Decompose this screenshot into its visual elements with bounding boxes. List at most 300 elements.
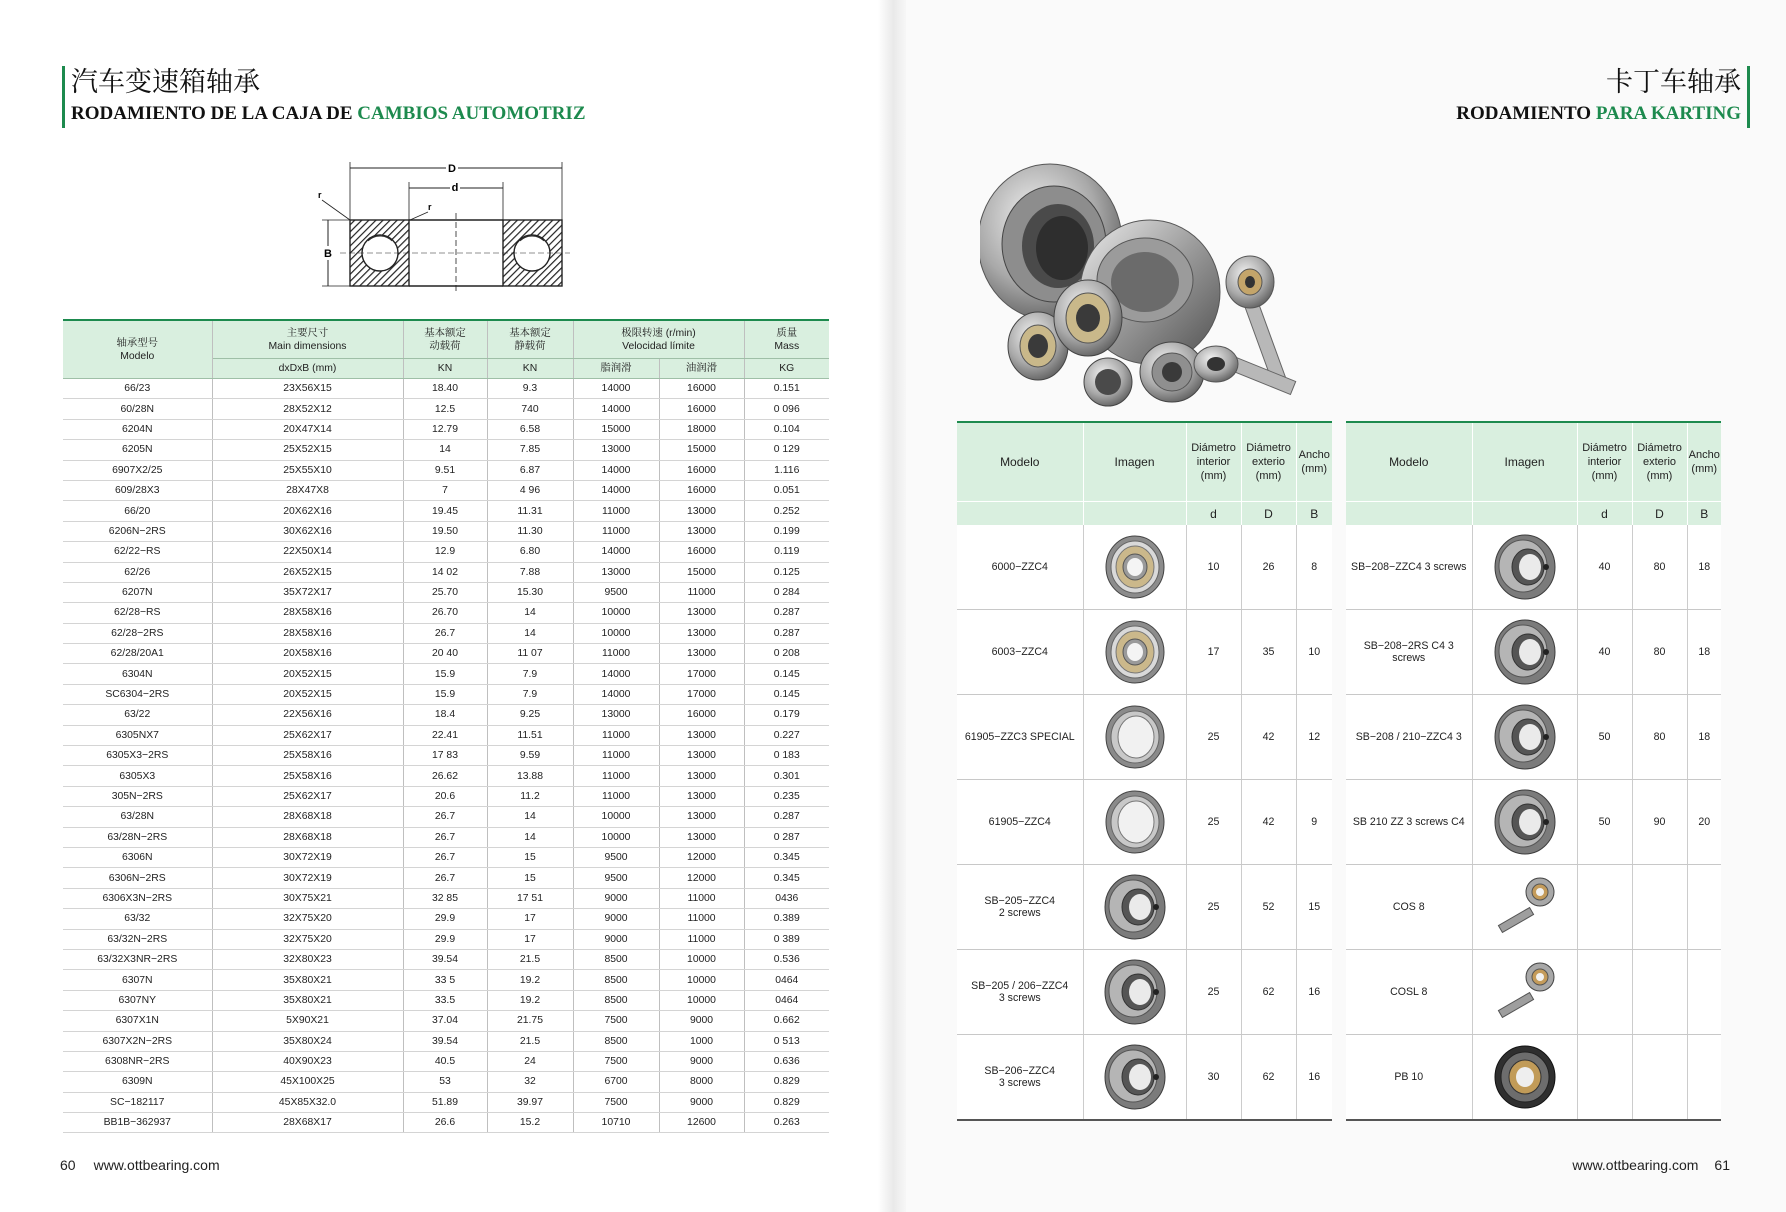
cell-speed-grease: 14000 [573,664,659,684]
col-subheader-stat-unit: KN [487,359,573,379]
cell-speed-oil: 18000 [659,419,744,439]
model-name-line2: screws [1392,652,1426,664]
cell-image [1083,780,1186,865]
model-name: COSL 8 [1390,986,1428,998]
cell-dynamic-load: 15.9 [403,664,487,684]
model-name-line2: 2 screws [998,907,1041,919]
cell-dynamic-load: 18.40 [403,379,487,399]
product-row [1346,525,1721,610]
cell-d: 10 [1186,525,1241,610]
cell-speed-oil: 11000 [659,888,744,908]
cell-model: 6204N [63,419,212,439]
cell-D: 42 [1241,780,1296,865]
model-name: 61905−ZZC3 SPECIAL [964,731,1075,743]
cell-static-load: 14 [487,827,573,847]
cell-mass: 0.662 [744,1011,829,1031]
cell-mass: 0.051 [744,480,829,500]
cell-speed-grease: 9500 [573,847,659,867]
cell-d: 17 [1186,610,1241,695]
diagram-r-label-inner: r [428,202,432,212]
cell-speed-oil: 17000 [659,684,744,704]
cell-static-load: 17 [487,929,573,949]
cell-model: BB1B−362937 [63,1113,212,1133]
cell-speed-grease: 10000 [573,623,659,643]
cell-speed-oil: 10000 [659,970,744,990]
cell-dynamic-load: 26.7 [403,847,487,867]
cell-speed-grease: 14000 [573,399,659,419]
cell-model [957,780,1083,865]
cell-dynamic-load: 12.5 [403,399,487,419]
cell-dimensions: 30X75X21 [212,888,403,908]
cell-static-load: 11.51 [487,725,573,745]
cell-speed-oil: 15000 [659,440,744,460]
cell-model: 6206N−2RS [63,521,212,541]
rod-end-image [1490,957,1560,1027]
diagram-r-label-outer: r [318,190,322,200]
cell-B [1687,950,1721,1035]
cell-B: 8 [1296,525,1332,610]
cell-mass: 0.263 [744,1113,829,1133]
cell-speed-oil: 16000 [659,399,744,419]
cell-static-load: 9.59 [487,746,573,766]
cell-dynamic-load: 19.45 [403,501,487,521]
cell-image [1083,525,1186,610]
model-name: SB−208 / 210−ZZC4 3 [1355,731,1462,743]
cell-dimensions: 26X52X15 [212,562,403,582]
cell-image [1472,695,1577,780]
cell-static-load: 13.88 [487,766,573,786]
cell-speed-grease: 14000 [573,379,659,399]
col-subheader-dims-unit: dxDxB (mm) [212,359,403,379]
model-name: SB 210 ZZ 3 screws C4 [1352,816,1465,828]
cell-speed-grease: 9000 [573,909,659,929]
cell-dynamic-load: 33.5 [403,990,487,1010]
cell-speed-oil: 12000 [659,868,744,888]
shielded-ball-bearing-image [1100,532,1170,602]
spherical-plain-bearing-image [1490,1042,1560,1112]
right-title-es-green: PARA KARTING [1595,103,1741,124]
cell-static-load: 6.87 [487,460,573,480]
model-name: COS 8 [1392,901,1425,913]
col-subheader-dyn-unit: KN [403,359,487,379]
cell-mass: 0 513 [744,1031,829,1051]
product-row [1346,695,1721,780]
cell-model: 66/20 [63,501,212,521]
table-row [63,705,829,725]
cell-mass: 0.389 [744,909,829,929]
cell-dynamic-load: 26.7 [403,623,487,643]
cell-static-load: 39.97 [487,1092,573,1112]
product-row [957,865,1332,950]
table-row [63,868,829,888]
cell-dynamic-load: 12.79 [403,419,487,439]
left-footer-url: www.ottbearing.com [93,1157,220,1173]
cell-speed-grease: 7500 [573,1051,659,1071]
cell-speed-grease: 11000 [573,501,659,521]
cell-speed-oil: 11000 [659,929,744,949]
col-subheader-blank-model [957,502,1083,526]
cell-B: 10 [1296,610,1332,695]
col-header-outer-diameter: Diámetro exterio (mm) [1241,422,1296,502]
cell-dynamic-load: 53 [403,1072,487,1092]
cell-dimensions: 20X52X15 [212,684,403,704]
cell-image [1472,610,1577,695]
cell-static-load: 7.9 [487,684,573,704]
cell-speed-grease: 9000 [573,888,659,908]
cell-speed-oil: 12600 [659,1113,744,1133]
cell-d: 40 [1577,525,1632,610]
cell-mass: 0.536 [744,949,829,969]
left-title-es [71,100,586,128]
cell-mass: 0 183 [744,746,829,766]
insert-bearing-image [1100,957,1170,1027]
cell-speed-grease: 14000 [573,480,659,500]
product-row [957,1035,1332,1121]
page-fold [878,0,906,1212]
cell-model [957,865,1083,950]
cell-B: 20 [1687,780,1721,865]
model-name: SB−206−ZZC4 [984,1065,1056,1077]
table-row [63,1113,829,1133]
cell-dimensions: 22X50X14 [212,542,403,562]
cell-speed-grease: 15000 [573,419,659,439]
cell-static-load: 14 [487,623,573,643]
cell-mass: 0 287 [744,827,829,847]
cell-mass: 0 389 [744,929,829,949]
cell-mass: 0.199 [744,521,829,541]
cell-image [1083,865,1186,950]
cell-dimensions: 35X80X21 [212,990,403,1010]
cell-speed-oil: 13000 [659,725,744,745]
table-row [63,582,829,602]
cell-mass: 0.301 [744,766,829,786]
product-row [1346,1035,1721,1121]
cell-dimensions: 28X52X12 [212,399,403,419]
cell-d: 50 [1577,780,1632,865]
cell-dynamic-load: 32 85 [403,888,487,908]
table-row [63,644,829,664]
cell-dimensions: 32X75X20 [212,929,403,949]
cell-speed-oil: 13000 [659,501,744,521]
table-row [63,664,829,684]
cell-image [1083,610,1186,695]
col-header-outer-diameter: Diámetro exterio (mm) [1632,422,1687,502]
cell-d: 25 [1186,950,1241,1035]
left-title-es-black: RODAMIENTO DE LA CAJA DE [71,103,358,124]
cell-model: 66/23 [63,379,212,399]
left-footer [60,1157,220,1173]
cell-B [1687,1035,1721,1121]
table-row [63,1011,829,1031]
cell-static-load: 11 07 [487,644,573,664]
cell-D: 62 [1241,1035,1296,1121]
cell-d: 25 [1186,780,1241,865]
col-header-imagen: Imagen [1472,422,1577,502]
cell-model [1346,865,1472,950]
cell-speed-oil: 11000 [659,909,744,929]
cell-mass: 0.345 [744,847,829,867]
cell-D: 62 [1241,950,1296,1035]
cell-static-load: 15.2 [487,1113,573,1133]
cell-static-load: 9.25 [487,705,573,725]
model-name: 61905−ZZC4 [988,816,1051,828]
cell-speed-grease: 10000 [573,603,659,623]
cell-d: 25 [1186,865,1241,950]
cell-dynamic-load: 12.9 [403,542,487,562]
cell-B: 16 [1296,950,1332,1035]
cell-speed-grease: 14000 [573,542,659,562]
model-name: PB 10 [1394,1071,1424,1083]
cell-model: 6307X1N [63,1011,212,1031]
cell-dimensions: 20X47X14 [212,419,403,439]
table-row [63,929,829,949]
left-title-es-green: CAMBIOS AUTOMOTRIZ [357,103,586,124]
cell-speed-grease: 8500 [573,970,659,990]
model-name-line2: 3 screws [998,1077,1041,1089]
cell-dynamic-load: 29.9 [403,929,487,949]
table-row [63,725,829,745]
col-header-modelo: Modelo [1346,422,1472,502]
cell-D: 42 [1241,695,1296,780]
table-row [63,480,829,500]
table-row [63,888,829,908]
cell-dimensions: 25X58X16 [212,746,403,766]
table-row [63,379,829,399]
table-row [63,786,829,806]
cell-speed-grease: 6700 [573,1072,659,1092]
cell-dynamic-load: 18.4 [403,705,487,725]
cell-speed-oil: 9000 [659,1092,744,1112]
cell-mass: 0.829 [744,1092,829,1112]
karting-bearings-table-left [957,421,1332,1121]
cell-mass: 0464 [744,970,829,990]
cell-speed-grease: 13000 [573,705,659,725]
cell-mass: 0 284 [744,582,829,602]
cell-speed-oil: 13000 [659,786,744,806]
cell-speed-oil: 16000 [659,542,744,562]
cell-dimensions: 45X100X25 [212,1072,403,1092]
cell-static-load: 7.88 [487,562,573,582]
cell-speed-grease: 10000 [573,827,659,847]
cell-speed-oil: 15000 [659,562,744,582]
cell-dimensions: 22X56X16 [212,705,403,725]
table-row [63,990,829,1010]
cell-speed-grease: 14000 [573,684,659,704]
col-header-inner-diameter: Diámetro interior (mm) [1186,422,1241,502]
table-row [63,501,829,521]
cell-speed-oil: 16000 [659,379,744,399]
cell-dimensions: 32X80X23 [212,949,403,969]
diagram-B-label: B [324,248,332,260]
cell-speed-grease: 8500 [573,1031,659,1051]
model-name: SB−205−ZZC4 [984,895,1056,907]
cell-dimensions: 30X62X16 [212,521,403,541]
col-header-speed: 极限转速 (r/min) Velocidad límite [573,320,744,359]
cell-speed-oil: 1000 [659,1031,744,1051]
cell-speed-grease: 14000 [573,460,659,480]
col-subheader-oil: 油润滑 [659,359,744,379]
cell-dimensions: 35X80X24 [212,1031,403,1051]
cell-dynamic-load: 17 83 [403,746,487,766]
col-subheader-blank-image [1472,502,1577,526]
table-row [63,399,829,419]
left-title-cn: 汽车变速箱轴承 [71,67,260,98]
cell-B: 18 [1687,695,1721,780]
cell-mass: 1.116 [744,460,829,480]
cell-speed-grease: 10710 [573,1113,659,1133]
cell-dimensions: 5X90X21 [212,1011,403,1031]
cell-mass: 0.119 [744,542,829,562]
col-subheader-grease: 脂润滑 [573,359,659,379]
cell-image [1083,695,1186,780]
product-row [1346,950,1721,1035]
cell-dynamic-load: 22.41 [403,725,487,745]
model-name-line2: 3 screws [998,992,1041,1004]
col-header-model: 轴承型号 Modelo [63,320,212,379]
cell-model: 63/32N−2RS [63,929,212,949]
cell-dynamic-load: 40.5 [403,1051,487,1071]
cell-mass: 0.104 [744,419,829,439]
cell-speed-grease: 11000 [573,766,659,786]
cell-image [1472,950,1577,1035]
cell-dynamic-load: 51.89 [403,1092,487,1112]
cell-dynamic-load: 15.9 [403,684,487,704]
cell-mass: 0.345 [744,868,829,888]
table-row [63,684,829,704]
model-name: SB−205 / 206−ZZC4 [971,980,1069,992]
cell-static-load: 11.31 [487,501,573,521]
left-title [62,66,586,128]
cell-dimensions: 20X58X16 [212,644,403,664]
right-title [1456,66,1750,128]
cell-model: 63/32 [63,909,212,929]
cell-static-load: 9.3 [487,379,573,399]
cell-speed-grease: 9500 [573,582,659,602]
cell-model [1346,1035,1472,1121]
cell-model [1346,525,1472,610]
insert-bearing-image [1490,787,1560,857]
cell-model [957,610,1083,695]
cell-dynamic-load: 19.50 [403,521,487,541]
col-subheader-blank-image [1083,502,1186,526]
cell-dynamic-load: 29.9 [403,909,487,929]
cell-model: 60/28N [63,399,212,419]
cell-model: 6907X2/25 [63,460,212,480]
cell-dimensions: 28X58X16 [212,623,403,643]
left-page-number: 60 [60,1157,76,1173]
product-row [957,950,1332,1035]
product-row [1346,610,1721,695]
model-name: 6003−ZZC4 [991,646,1048,658]
cell-dimensions: 25X62X17 [212,786,403,806]
cell-model [957,525,1083,610]
cell-dimensions: 28X68X18 [212,807,403,827]
cell-mass: 0.145 [744,684,829,704]
cell-static-load: 7.85 [487,440,573,460]
table-row [63,949,829,969]
col-subheader-D: D [1241,502,1296,526]
cell-dimensions: 32X75X20 [212,909,403,929]
cell-speed-grease: 7500 [573,1092,659,1112]
cell-dimensions: 35X72X17 [212,582,403,602]
cell-dynamic-load: 39.54 [403,949,487,969]
cell-dynamic-load: 26.6 [403,1113,487,1133]
cell-speed-oil: 11000 [659,582,744,602]
cell-dimensions: 25X52X15 [212,440,403,460]
cell-model: 62/28−2RS [63,623,212,643]
cell-dimensions: 25X58X16 [212,766,403,786]
cell-dynamic-load: 20.6 [403,786,487,806]
product-row [1346,865,1721,950]
table-row [63,603,829,623]
cell-speed-grease: 7500 [573,1011,659,1031]
col-subheader-blank-model [1346,502,1472,526]
table-row [63,1092,829,1112]
cell-model: SC−182117 [63,1092,212,1112]
cell-dimensions: 20X52X15 [212,664,403,684]
cell-model: 63/22 [63,705,212,725]
cell-dimensions: 25X62X17 [212,725,403,745]
col-subheader-mass-unit: KG [744,359,829,379]
cell-static-load: 6.80 [487,542,573,562]
product-row [957,780,1332,865]
cell-speed-grease: 9000 [573,929,659,949]
cell-static-load: 6.58 [487,419,573,439]
cell-speed-oil: 9000 [659,1011,744,1031]
insert-bearing-image [1490,702,1560,772]
cell-speed-grease: 11000 [573,746,659,766]
rod-end-image [1490,872,1560,942]
cell-D [1632,1035,1687,1121]
cell-dynamic-load: 14 [403,440,487,460]
model-name: SB−208−2RS C4 3 [1363,640,1454,652]
cell-d: 40 [1577,610,1632,695]
cell-mass: 0.252 [744,501,829,521]
cell-static-load: 15 [487,868,573,888]
cell-speed-grease: 8500 [573,990,659,1010]
cell-d [1577,865,1632,950]
cell-image [1472,780,1577,865]
col-header-dynamic-load: 基本额定 动载荷 [403,320,487,359]
cell-speed-oil: 13000 [659,521,744,541]
cell-speed-oil: 13000 [659,603,744,623]
cell-mass: 0.235 [744,786,829,806]
cell-image [1472,1035,1577,1121]
cell-static-load: 32 [487,1072,573,1092]
col-subheader-D: D [1632,502,1687,526]
cell-speed-grease: 11000 [573,725,659,745]
product-row [1346,780,1721,865]
cell-speed-oil: 17000 [659,664,744,684]
right-footer [1572,1157,1730,1173]
cell-image [1472,525,1577,610]
cell-mass: 0.145 [744,664,829,684]
right-page-number: 61 [1714,1157,1730,1173]
cell-dimensions: 45X85X32.0 [212,1092,403,1112]
cell-mass: 0.636 [744,1051,829,1071]
cell-model: 6304N [63,664,212,684]
col-header-dimensions: 主要尺寸 Main dimensions [212,320,403,359]
cell-dynamic-load: 14 02 [403,562,487,582]
karting-bearings-table-right [1346,421,1721,1121]
product-row [957,610,1332,695]
cell-dynamic-load: 26.7 [403,827,487,847]
cell-speed-oil: 10000 [659,990,744,1010]
cell-dimensions: 25X55X10 [212,460,403,480]
cell-static-load: 21.5 [487,1031,573,1051]
cell-dimensions: 30X72X19 [212,868,403,888]
cell-dynamic-load: 26.62 [403,766,487,786]
